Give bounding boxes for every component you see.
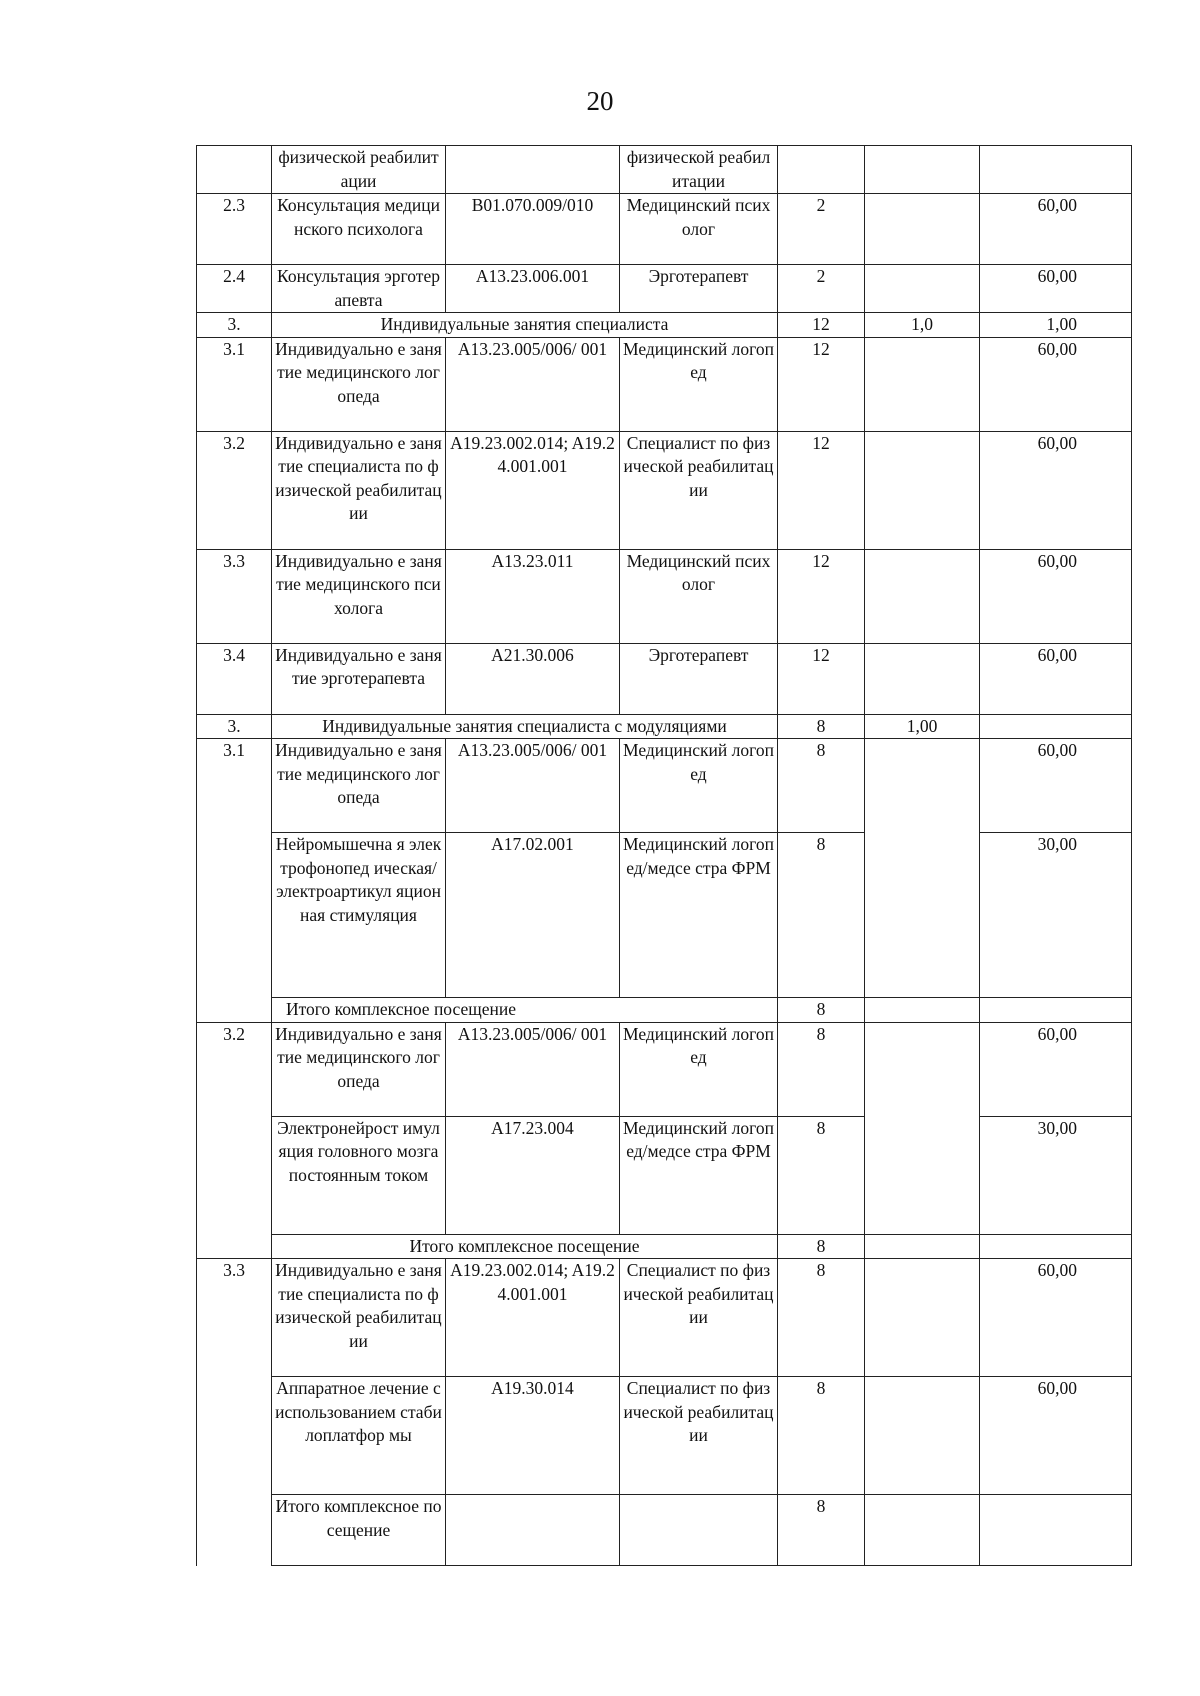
price-cell: 60,00 bbox=[980, 194, 1132, 265]
service-code-cell: A13.23.005/006/ 001 bbox=[446, 337, 620, 431]
service-code-cell: A13.23.005/006/ 001 bbox=[446, 739, 620, 833]
service-code-cell: A13.23.005/006/ 001 bbox=[446, 1022, 620, 1116]
service-name-cell: Индивидуально е занятие специалиста по физической реабилитации bbox=[272, 431, 446, 549]
service-name-cell: Консультация медицинского психолога bbox=[272, 194, 446, 265]
subtotal-label-cell: Итого комплексное посещение bbox=[272, 1234, 778, 1259]
specialist-cell: Специалист по физической реабилитации bbox=[620, 1259, 778, 1377]
table-row bbox=[197, 1377, 1132, 1495]
section-title-cell: Индивидуальные занятия специалиста bbox=[272, 313, 778, 338]
specialist-cell: Медицинский логопед/медсе стра ФРМ bbox=[620, 1116, 778, 1234]
row-number-cell: 3.3 bbox=[197, 1259, 272, 1566]
table-row bbox=[197, 194, 1132, 265]
count-cell: 8 bbox=[778, 1259, 865, 1377]
table-row bbox=[197, 1022, 1132, 1116]
row-number-cell: 2.3 bbox=[197, 194, 272, 265]
price-cell: 60,00 bbox=[980, 739, 1132, 833]
service-code-cell: B01.070.009/010 bbox=[446, 194, 620, 265]
subtotal-row bbox=[197, 1234, 1132, 1259]
price-cell bbox=[980, 714, 1132, 739]
price-cell bbox=[980, 998, 1132, 1023]
coefficient-cell bbox=[865, 643, 980, 714]
service-code-cell: A13.23.006.001 bbox=[446, 265, 620, 313]
count-cell: 8 bbox=[778, 714, 865, 739]
coefficient-cell bbox=[865, 146, 980, 194]
subtotal-row bbox=[197, 1495, 1132, 1566]
count-cell: 8 bbox=[778, 1116, 865, 1234]
specialist-cell: Медицинский логопед bbox=[620, 337, 778, 431]
table-row bbox=[197, 549, 1132, 643]
coefficient-cell: 1,0 bbox=[865, 313, 980, 338]
coefficient-cell bbox=[865, 739, 980, 998]
price-cell: 60,00 bbox=[980, 337, 1132, 431]
table-row bbox=[197, 643, 1132, 714]
specialist-cell: Специалист по физической реабилитации bbox=[620, 431, 778, 549]
count-cell: 2 bbox=[778, 194, 865, 265]
price-cell: 60,00 bbox=[980, 1022, 1132, 1116]
coefficient-cell bbox=[865, 265, 980, 313]
row-number-cell bbox=[197, 146, 272, 194]
services-table bbox=[196, 145, 1132, 1566]
count-cell: 8 bbox=[778, 1022, 865, 1116]
price-cell bbox=[980, 1234, 1132, 1259]
row-number-cell: 3.2 bbox=[197, 1022, 272, 1259]
specialist-cell: Медицинский психолог bbox=[620, 194, 778, 265]
coefficient-cell bbox=[865, 194, 980, 265]
service-name-cell: Консультация эрготерапевта bbox=[272, 265, 446, 313]
coefficient-cell bbox=[865, 1377, 980, 1495]
specialist-cell: физической реабилитации bbox=[620, 146, 778, 194]
table-row bbox=[197, 1259, 1132, 1377]
price-cell: 60,00 bbox=[980, 1259, 1132, 1377]
coefficient-cell bbox=[865, 431, 980, 549]
service-code-cell: A13.23.011 bbox=[446, 549, 620, 643]
count-cell: 8 bbox=[778, 739, 865, 833]
table-row bbox=[197, 833, 1132, 998]
price-cell bbox=[980, 146, 1132, 194]
count-cell: 8 bbox=[778, 1234, 865, 1259]
count-cell: 8 bbox=[778, 833, 865, 998]
specialist-cell: Эрготерапевт bbox=[620, 643, 778, 714]
specialist-cell: Специалист по физической реабилитации bbox=[620, 1377, 778, 1495]
row-number-cell: 3.2 bbox=[197, 431, 272, 549]
count-cell bbox=[778, 146, 865, 194]
coefficient-cell bbox=[865, 1022, 980, 1234]
row-number-cell: 3. bbox=[197, 313, 272, 338]
section-row bbox=[197, 714, 1132, 739]
coefficient-cell bbox=[865, 337, 980, 431]
service-code-cell: A17.02.001 bbox=[446, 833, 620, 998]
service-name-cell: Индивидуально е занятие медицинского психолога bbox=[272, 549, 446, 643]
table-row bbox=[197, 1116, 1132, 1234]
coefficient-cell bbox=[865, 998, 980, 1023]
price-cell: 60,00 bbox=[980, 265, 1132, 313]
coefficient-cell bbox=[865, 1495, 980, 1566]
specialist-cell: Медицинский логопед bbox=[620, 1022, 778, 1116]
table-row bbox=[197, 739, 1132, 833]
coefficient-cell bbox=[865, 549, 980, 643]
count-cell: 12 bbox=[778, 431, 865, 549]
section-row bbox=[197, 313, 1132, 338]
service-name-cell: физической реабилитации bbox=[272, 146, 446, 194]
count-cell: 12 bbox=[778, 643, 865, 714]
coefficient-cell bbox=[865, 1234, 980, 1259]
service-code-cell: A17.23.004 bbox=[446, 1116, 620, 1234]
count-cell: 8 bbox=[778, 1495, 865, 1566]
specialist-cell: Медицинский психолог bbox=[620, 549, 778, 643]
row-number-cell: 3. bbox=[197, 714, 272, 739]
price-cell: 1,00 bbox=[980, 313, 1132, 338]
table-row bbox=[197, 431, 1132, 549]
specialist-cell: Медицинский логопед bbox=[620, 739, 778, 833]
service-name-cell: Индивидуально е занятие медицинского логопеда bbox=[272, 739, 446, 833]
service-code-cell: A19.23.002.014; A19.24.001.001 bbox=[446, 1259, 620, 1377]
row-number-cell: 2.4 bbox=[197, 265, 272, 313]
row-number-cell: 3.1 bbox=[197, 739, 272, 1023]
subtotal-label-cell: Итого комплексное посещение bbox=[272, 1495, 446, 1566]
price-cell bbox=[980, 1495, 1132, 1566]
subtotal-row bbox=[197, 998, 1132, 1023]
specialist-cell: Эрготерапевт bbox=[620, 265, 778, 313]
service-code-cell: A19.23.002.014; A19.24.001.001 bbox=[446, 431, 620, 549]
service-name-cell: Электронейрост имуляция головного мозга постоянным током bbox=[272, 1116, 446, 1234]
price-cell: 60,00 bbox=[980, 549, 1132, 643]
count-cell: 12 bbox=[778, 313, 865, 338]
price-cell: 30,00 bbox=[980, 833, 1132, 998]
count-cell: 12 bbox=[778, 549, 865, 643]
count-cell: 2 bbox=[778, 265, 865, 313]
service-name-cell: Индивидуально е занятие эрготерапевта bbox=[272, 643, 446, 714]
service-name-cell: Индивидуально е занятие специалиста по физической реабилитации bbox=[272, 1259, 446, 1377]
subtotal-label-cell: Итого комплексное посещение bbox=[272, 998, 778, 1023]
coefficient-cell bbox=[865, 1259, 980, 1377]
price-cell: 60,00 bbox=[980, 643, 1132, 714]
row-number-cell: 3.4 bbox=[197, 643, 272, 714]
coefficient-cell: 1,00 bbox=[865, 714, 980, 739]
count-cell: 8 bbox=[778, 998, 865, 1023]
count-cell: 8 bbox=[778, 1377, 865, 1495]
specialist-cell bbox=[620, 1495, 778, 1566]
specialist-cell: Медицинский логопед/медсе стра ФРМ bbox=[620, 833, 778, 998]
price-cell: 60,00 bbox=[980, 1377, 1132, 1495]
service-name-cell: Индивидуально е занятие медицинского логопеда bbox=[272, 337, 446, 431]
service-code-cell bbox=[446, 1495, 620, 1566]
service-code-cell: A21.30.006 bbox=[446, 643, 620, 714]
section-title-cell: Индивидуальные занятия специалиста с модуляциями bbox=[272, 714, 778, 739]
table-row bbox=[197, 146, 1132, 194]
service-code-cell: A19.30.014 bbox=[446, 1377, 620, 1495]
service-name-cell: Нейромышечна я электрофонопед ическая/ электроартикул яционная стимуляция bbox=[272, 833, 446, 998]
table-row bbox=[197, 337, 1132, 431]
price-cell: 60,00 bbox=[980, 431, 1132, 549]
service-name-cell: Аппаратное лечение с использованием стабилоплатфор мы bbox=[272, 1377, 446, 1495]
price-cell: 30,00 bbox=[980, 1116, 1132, 1234]
service-code-cell bbox=[446, 146, 620, 194]
page-number: 20 bbox=[586, 86, 614, 116]
row-number-cell: 3.3 bbox=[197, 549, 272, 643]
row-number-cell: 3.1 bbox=[197, 337, 272, 431]
service-name-cell: Индивидуально е занятие медицинского логопеда bbox=[272, 1022, 446, 1116]
count-cell: 12 bbox=[778, 337, 865, 431]
table-row bbox=[197, 265, 1132, 313]
